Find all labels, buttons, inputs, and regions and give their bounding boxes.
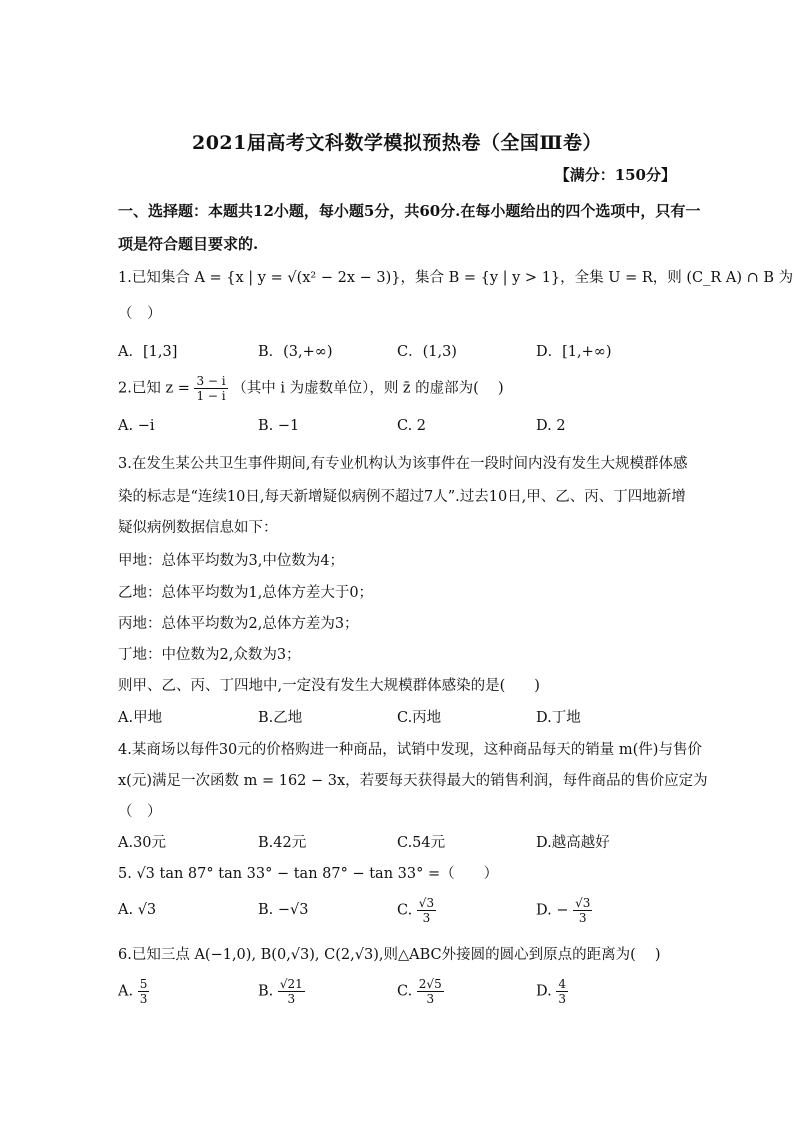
question-3-option-d: D.丁地 <box>536 710 581 726</box>
question-6-option-b-num: √21 <box>279 977 303 991</box>
question-5-option-d <box>536 896 592 925</box>
question-4-option-a: A.30元 <box>118 835 167 851</box>
question-4-option-c: C.54元 <box>397 835 446 851</box>
question-6-option-b-fraction <box>278 977 305 1006</box>
question-6-option-a-num: 5 <box>139 977 148 991</box>
question-5-option-c <box>397 896 436 925</box>
question-3-options <box>118 706 678 732</box>
question-6-option-a-fraction <box>138 977 150 1006</box>
question-6-option-b-label: B. <box>258 983 274 1000</box>
question-3-line-4: 甲地：总体平均数为3,中位数为4； <box>118 553 345 569</box>
question-3-option-b: B.乙地 <box>258 710 303 726</box>
section-heading-line-2: 项是符合题目要求的. <box>118 235 259 253</box>
question-5-option-c-label: C. <box>397 902 413 919</box>
question-6-option-c-fraction <box>417 977 444 1006</box>
question-1-paren: （ ） <box>118 306 162 322</box>
question-6-option-c <box>397 977 444 1006</box>
question-2-option-b: B. −1 <box>258 418 300 434</box>
question-6-option-b <box>258 977 305 1006</box>
question-6-option-d-label: D. <box>536 983 552 1000</box>
question-5-option-d-den: 3 <box>578 911 587 925</box>
question-3-line-1: 3.在发生某公共卫生事件期间,有专业机构认为该事件在一段时间内没有发生大规模群体感 <box>118 456 688 472</box>
question-2-stem <box>118 374 504 403</box>
question-6-option-d-fraction <box>556 977 568 1006</box>
question-2-option-d: D. 2 <box>536 418 566 434</box>
question-3-option-c: C.丙地 <box>397 710 442 726</box>
question-5-option-c-num: √3 <box>418 896 435 910</box>
question-5-stem: 5. √3 tan 87° tan 33° − tan 87° − tan 33° =（ ） <box>118 866 499 882</box>
question-1-option-b: B．(3,+∞) <box>258 344 333 360</box>
question-1-option-a: A．[1,3] <box>118 344 178 360</box>
question-2-stem-pre: 2.已知 z = <box>118 380 190 397</box>
question-6-option-c-den: 3 <box>426 992 435 1006</box>
question-5-option-c-den: 3 <box>422 911 431 925</box>
question-1-stem: 1.已知集合 A = {x | y = √(x² − 2x − 3)}，集合 B = {y | y > 1}，全集 U = R，则 (C_R A) ∩ B 为 <box>118 270 794 286</box>
question-3-line-6: 丙地：总体平均数为2,总体方差为3； <box>118 616 359 632</box>
question-2-option-a: A. −i <box>118 418 155 434</box>
question-1-option-c: C．(1,3) <box>397 344 457 360</box>
question-5-option-d-fraction <box>573 896 592 925</box>
question-6-stem: 6.已知三点 A(−1,0), B(0,√3), C(2,√3),则△ABC外接圆的圆心到原点的距离为( ) <box>118 947 661 963</box>
question-5-options <box>118 896 678 932</box>
question-6-option-a-den: 3 <box>139 992 148 1006</box>
question-2-fraction <box>194 374 227 403</box>
question-3-line-5: 乙地：总体平均数为1,总体方差大于0； <box>118 585 374 601</box>
section-heading-line-1: 一、选择题：本题共12小题，每小题5分，共60分.在每小题给出的四个选项中，只有一 <box>118 202 701 220</box>
question-3-line-2: 染的标志是“连续10日,每天新增疑似病例不超过7人”.过去10日,甲、乙、丙、丁四地新增 <box>118 489 686 505</box>
question-4-line-2: x(元)满足一次函数 m = 162 − 3x，若要每天获得最大的销售利润，每件商品的售价应定为 <box>118 773 708 789</box>
question-2-stem-post: （其中 i 为虚数单位），则 z̄ 的虚部为( ) <box>232 380 504 397</box>
question-6-option-d <box>536 977 568 1006</box>
question-5-option-d-num: √3 <box>575 896 591 910</box>
question-6-option-b-den: 3 <box>287 992 296 1006</box>
question-3-option-a: A.甲地 <box>118 710 163 726</box>
question-2-options <box>118 418 678 444</box>
question-6-option-c-num: 2√5 <box>418 977 442 991</box>
question-4-options <box>118 831 678 857</box>
question-4-option-b: B.42元 <box>258 835 307 851</box>
question-2-fraction-den: 1 − i <box>196 389 226 403</box>
question-5-option-c-fraction <box>417 896 436 925</box>
page-title: 2021届高考文科数学模拟预热卷（全国Ⅲ卷） <box>191 132 603 154</box>
question-6-option-a-label: A. <box>118 983 134 1000</box>
question-5-option-d-label: D. − <box>536 902 569 919</box>
question-6-option-c-label: C. <box>397 983 413 1000</box>
full-score-label: 【满分：150分】 <box>554 166 676 184</box>
question-6-option-d-num: 4 <box>558 977 566 991</box>
question-6-option-d-den: 3 <box>558 992 566 1006</box>
question-4-line-1: 4.某商场以每件30元的价格购进一种商品，试销中发现，这种商品每天的销量 m(件)与售价 <box>118 742 702 758</box>
question-2-option-c: C. 2 <box>397 418 427 434</box>
question-4-line-3: （ ） <box>118 804 162 820</box>
question-5-option-a: A. √3 <box>118 902 157 918</box>
question-3-line-7: 丁地：中位数为2,众数为3； <box>118 647 301 663</box>
question-1-options <box>118 340 678 366</box>
question-3-line-8: 则甲、乙、丙、丁四地中,一定没有发生大规模群体感染的是( ) <box>118 678 540 694</box>
question-6-option-a <box>118 977 149 1006</box>
question-5-option-b: B. −√3 <box>258 902 309 918</box>
question-6-options <box>118 977 678 1013</box>
question-2-fraction-num: 3 − i <box>196 374 226 388</box>
question-1-option-d: D．[1,+∞) <box>536 344 612 360</box>
question-3-line-3: 疑似病例数据信息如下： <box>118 520 278 536</box>
question-4-option-d: D.越高越好 <box>536 835 610 851</box>
